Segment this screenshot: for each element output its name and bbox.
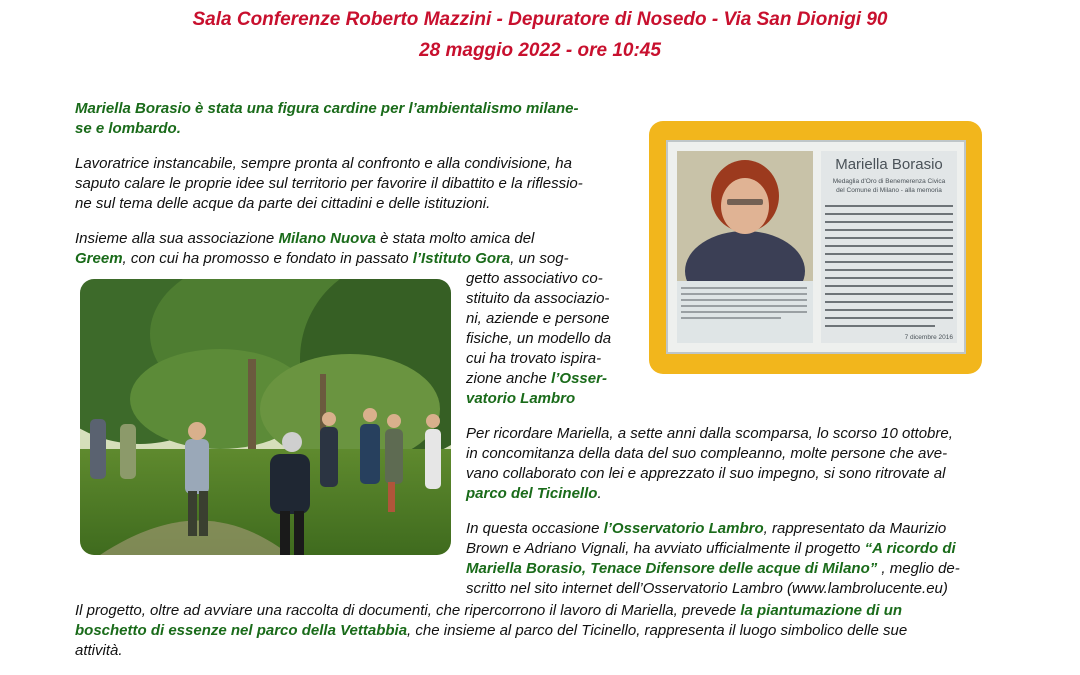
p3-line-6: fisiche, un modello da xyxy=(466,330,612,347)
project-title-a: “A ricordo di xyxy=(864,540,956,557)
p3-l2d: , un sog- xyxy=(510,250,569,267)
plaque-title: Mariella Borasio xyxy=(835,156,943,173)
p3-l1a: Insieme alla sua associazione xyxy=(75,230,279,247)
park-photo xyxy=(80,279,451,555)
p5-line-1 xyxy=(466,519,946,539)
p5-l3b: , meglio de- xyxy=(877,560,960,577)
p3-line-7: cui ha trovato ispira- xyxy=(466,350,602,367)
p6-l2b: , che insieme al parco del Ticinello, rappresenta il luogo simbolico delle sue xyxy=(407,622,908,639)
intro-line-1: Mariella Borasio è stata una figura cardine per l’ambientalismo milane- xyxy=(75,100,579,117)
park-photo-illustration xyxy=(80,279,451,555)
p3-line-9: vatorio Lambro xyxy=(466,390,576,407)
piantumazione-b: boschetto di essenze nel parco della Vettabbia xyxy=(75,622,408,639)
p3-l8a: zione anche xyxy=(466,370,552,387)
p3-line-8 xyxy=(466,369,607,389)
p3-l2b: , con cui ha promosso e fondato in passato xyxy=(122,250,413,267)
p5-line-3 xyxy=(466,559,960,579)
p5-l2a: Brown e Adriano Vignali, ha avviato ufficialmente il progetto xyxy=(466,540,865,557)
p4-line-3: vano collaborato con lei e apprezzato il suo impegno, si sono ritrovate al xyxy=(466,465,946,482)
p4-line-2: in concomitanza della data del suo compleanno, molte persone che ave- xyxy=(466,445,948,462)
p3-l1c: è stata molto amica del xyxy=(375,230,535,247)
plaque-subtitle-1: Medaglia d'Oro di Benemerenza Civica xyxy=(832,178,946,185)
p3-line-5: ni, aziende e persone xyxy=(466,310,610,327)
project-title-b: Mariella Borasio, Tenace Difensore delle acque di Milano” xyxy=(466,560,878,577)
osservatorio-lambro-a: l’Osser- xyxy=(551,370,607,387)
p4-line-1: Per ricordare Mariella, a sette anni dalla scomparsa, lo scorso 10 ottobre, xyxy=(466,425,953,442)
piantumazione-a: la piantumazione di un xyxy=(740,602,903,619)
p6-l1a: Il progetto, oltre ad avviare una raccolta di documenti, che ripercorrono il lavoro di Mariella, prevede xyxy=(75,602,741,619)
plaque-date: 7 dicembre 2016 xyxy=(904,334,953,341)
p6-line-2 xyxy=(75,621,907,641)
p2-line-1: Lavoratrice instancabile, sempre pronta al confronto e alla condivisione, ha xyxy=(75,155,572,172)
p6-line-3: attività. xyxy=(75,642,123,659)
p4-line-4 xyxy=(466,484,602,504)
greem: Greem xyxy=(75,250,123,267)
p4-l4b: . xyxy=(597,485,602,502)
event-location: Sala Conferenze Roberto Mazzini - Depuratore di Nosedo - Via San Dionigi 90 xyxy=(192,9,888,30)
p3-line-1 xyxy=(75,229,534,249)
p5-line-4: scritto nel sito internet dell’Osservatorio Lambro (www.lambrolucente.eu) xyxy=(466,580,948,597)
plaque-illustration xyxy=(649,121,982,374)
plaque-subtitle-2: del Comune di Milano - alla memoria xyxy=(836,187,942,194)
p2-line-3: ne sul tema delle acque da parte dei cittadini e delle istituzioni. xyxy=(75,195,491,212)
milano-nuova: Milano Nuova xyxy=(278,230,376,247)
p3-line-4: stituito da associazio- xyxy=(466,290,610,307)
p2-line-2: saputo calare le proprie idee sul territorio per favorire il dibattito e la riflessio- xyxy=(75,175,583,192)
intro-line-2: se e lombardo. xyxy=(75,120,181,137)
istituto-gora: l’Istituto Gora xyxy=(412,250,511,267)
p3-line-2 xyxy=(75,249,569,269)
parco-ticinello: parco del Ticinello xyxy=(466,485,598,502)
p5-l1a: In questa occasione xyxy=(466,520,604,537)
osservatorio-lambro-b: l’Osservatorio Lambro xyxy=(603,520,764,537)
p6-line-1 xyxy=(75,601,902,621)
memorial-plaque-photo xyxy=(649,121,982,374)
event-date: 28 maggio 2022 - ore 10:45 xyxy=(419,40,661,61)
p5-l1c: , rappresentato da Maurizio xyxy=(763,520,947,537)
p3-line-3: getto associativo co- xyxy=(466,270,603,287)
p5-line-2 xyxy=(466,539,956,559)
